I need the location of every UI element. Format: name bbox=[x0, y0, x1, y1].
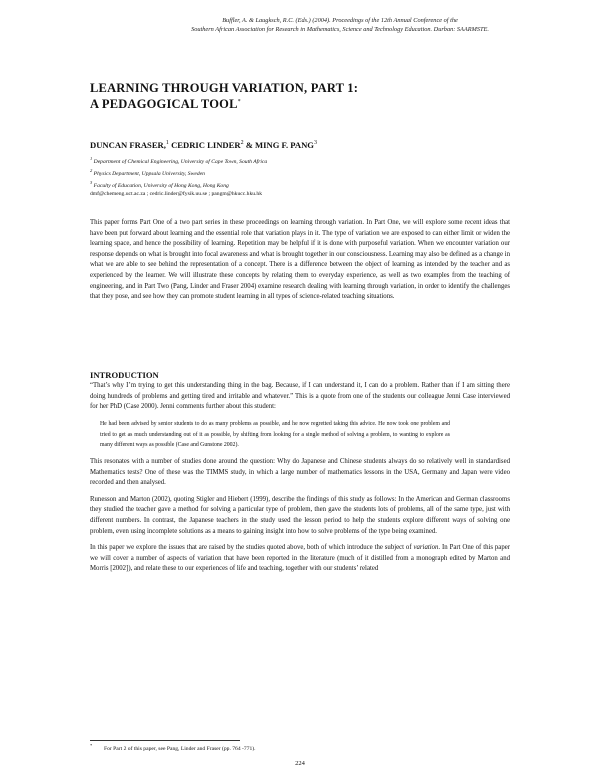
footnote-marker: * bbox=[90, 743, 93, 748]
author-2: CEDRIC LINDER bbox=[171, 140, 241, 150]
footnote-text: For Part 2 of this paper, see Pang, Linder and Fraser (pp. 764 -771). bbox=[104, 745, 256, 752]
running-header bbox=[150, 16, 530, 35]
header-line-2: Southern African Association for Research in Mathematics, Science and Technology Education. Durban: SAARMSTE. bbox=[191, 26, 489, 34]
section-heading-introduction: INTRODUCTION bbox=[90, 370, 159, 380]
footnote bbox=[90, 743, 510, 752]
block-quote: He had been advised by senior students to do as many problems as possible, and he now regretted taking this advice. He now took one problem and tried to get as much understanding out of it as possible, by shifting from looking for a single method of solving a problem, to wanting to explore as many different ways as possible (Case and Gunstone 2002). bbox=[100, 420, 450, 449]
author-1: DUNCAN FRASER, bbox=[90, 140, 166, 150]
affiliation-3: $^3$ Faculty of Education, University of Hong Kong, Hong Kong bbox=[90, 179, 229, 189]
abstract: This paper forms Part One of a two part series in these proceedings on learning through variation. In Part One, we will explore some recent ideas that have been put forward about learning and the essential role that variation plays in it. The type of variation we are exposed to can either limit or widen the learning space, and hence the possibility of learning. Repetition may be helpful if it is done with purposeful variation. When we encounter variation our response depends on what is brought into focal awareness and what is brought together in our consciousness. Learning may also be defined as a change in what we are able to see behind the representation of a concept. There is a difference between the object of learning as intended by the teacher and as experienced by the learner. We will illustrate these concepts by relating them to everyday experience, as well as two examples from the teaching of engineering, and in Part Two (Pang, Linder and Fraser 2004) examine research dealing with learning through variation, in order to identify the challenges that they pose, and see how they can promote student learning in all types of science-related teaching situations. bbox=[90, 219, 510, 301]
footnote-divider bbox=[90, 740, 240, 741]
intro-paragraph-3: Runesson and Marton (2002), quoting Stigler and Hiebert (1999), describe the findings of this study as follows: In the American and German classrooms they studied the teacher gave a method for solving a particular type of problem, then gave the students lots of problems, all of the same type, just with different numbers. In contrast, the Japanese teachers in the study used the lesson period to help the students explore different ways of solving one problem, even using incomplete solutions as a means to gaining insight into how to solve problems of the type being examined. bbox=[90, 495, 510, 535]
author-3: & MING F. PANG bbox=[245, 140, 314, 150]
author-list: DUNCAN FRASER,$^1$ CEDRIC LINDER$^2$ & MING F. PANG$^3$ bbox=[90, 140, 317, 150]
affiliations bbox=[90, 155, 510, 199]
author-emails: dmf@chemeng.uct.ac.za ; cedric.linder@fysik.uu.se ; pangm@hkucc.hku.hk bbox=[90, 191, 263, 198]
introduction-body bbox=[90, 381, 510, 581]
intro-paragraph-4: In this paper we explore the issues that are raised by the studies quoted above, both of which introduce the subject of variation. In Part One of this paper we will cover a number of aspects of variation that have been reported in the literature (much of it distilled from a monograph edited by Marton and Morris [2002]), and relate these to our experiences of life and teaching, together with our students’ related bbox=[90, 544, 511, 573]
affiliation-2: $^2$ Physics Department, Uppsala University, Sweden bbox=[90, 167, 205, 177]
title-footnote-marker: * bbox=[237, 99, 241, 106]
affiliation-1: $^1$ Department of Chemical Engineering, University of Cape Town, South Africa bbox=[90, 156, 268, 165]
header-line-1: Buffler, A. & Laugksch, R.C. (Eds.) (2004). Proceedings of the 12th Annual Conference of the bbox=[222, 17, 458, 24]
title-line-1: LEARNING THROUGH VARIATION, PART 1: bbox=[90, 81, 359, 95]
title-line-2: A PEDAGOGICAL TOOL* bbox=[90, 97, 241, 112]
emphasis-variation: variation bbox=[413, 544, 439, 552]
paper-title bbox=[90, 80, 510, 113]
page-number: 224 bbox=[295, 760, 305, 767]
intro-paragraph-1: “That’s why I’m trying to get this understanding thing in the bag. Because, if I can understand it, I can do a problem. Rather than if I am sitting there doing hundreds of problems and getting tired and irritable and whatever.” This is a quote from one of the students our colleague Jenni Case interviewed for her PhD (Case 2000). Jenni comments further about this student: bbox=[90, 382, 510, 411]
intro-paragraph-2: This resonates with a number of studies done around the question: Why do Japanese and Chinese students always do so relatively well in standardised Mathematics tests? One of these was the TIMMS study, in which a large number of mathematics lessons in the USA, Germany and Japan were video recorded and then analysed. bbox=[90, 457, 510, 487]
